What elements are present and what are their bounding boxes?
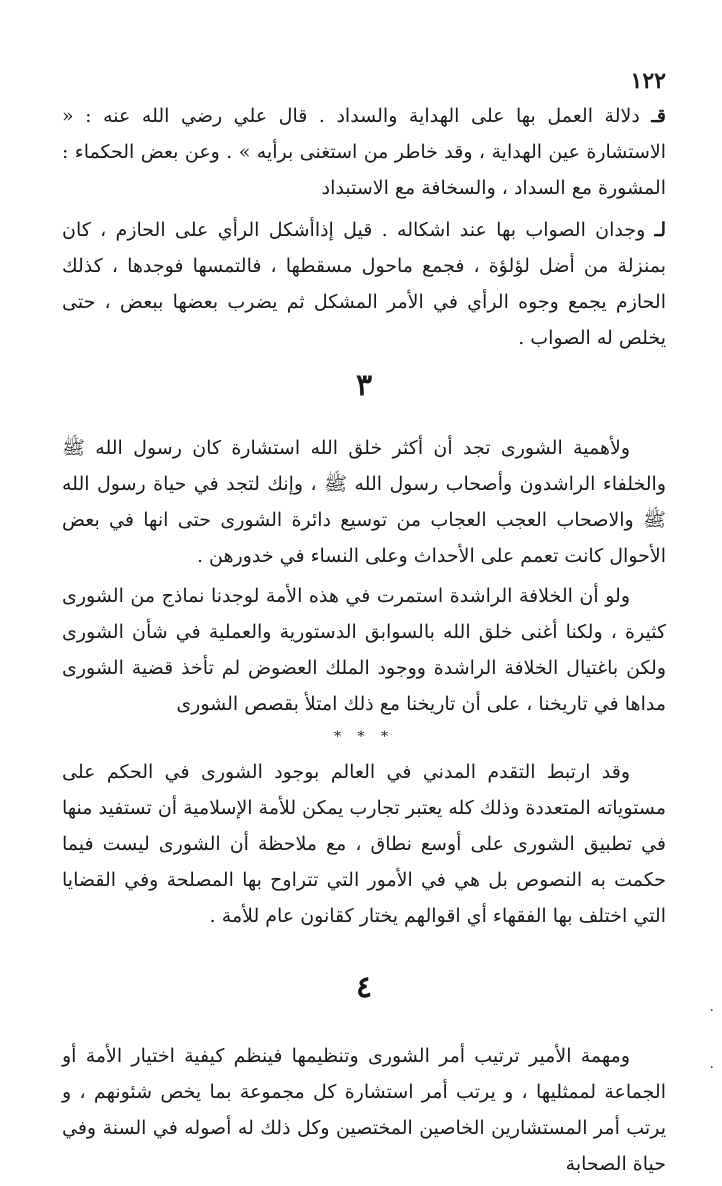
margin-mark-dot: · [709,1003,714,1019]
paragraph: ومهمة الأمير ترتيب أمر الشورى وتنظيمها فينظم كيفية اختيار الأمة أو الجماعة لممثليها ، و يرتب أمر استشارة كل مجموعة بما يخص شئونهم ، و يرتب أمر المستشارين الخاصين المختصين وكل ذلك له أصوله في السنة وفي حياة الصحابة [62,1045,666,1175]
entry-dash: ـ [651,105,657,127]
entry-text: وجدان الصواب بها عند اشكاله . قيل إذاأشكل الرأي على الحازم ، كان بمنزلة من أضل لؤلؤة ، فجمع ماحول مسقطها ، فالتمسها فوجدها ، كذلك الحازم يجمع وجوه الرأي في الأمر المشكل ثم يضرب بعضها ببعض ، حتى يخلص له الصواب . [62,219,666,349]
entry-lam [62,212,666,356]
page-number: ١٢٢ [630,68,666,94]
entry-qaf [62,98,666,206]
book-page [62,66,666,1186]
section-separator: * * * [334,729,394,745]
paragraph: ولو أن الخلافة الراشدة استمرت في هذه الأمة لوجدنا نماذج من الشورى كثيرة ، ولكنا أغنى خلق الله بالسوابق الدستورية والعملية في شأن الشورى ولكن باغتيال الخلافة الراشدة ووجود الملك العضوض لم تأخذ قضية الشورى مداها في تاريخنا ، على أن تاريخنا مع ذلك امتلأ بقصص الشورى [62,585,666,715]
entry-letter: ق [656,105,666,127]
entry-letter: ل [660,219,666,241]
paragraph: ولأهمية الشورى تجد أن أكثر خلق الله استشارة كان رسول الله ﷺ والخلفاء الراشدون وأصحاب رسول الله ﷺ ، وإنك لتجد في حياة رسول الله ﷺ والاصحاب العجب العجاب من توسيع دائرة الشورى حتى انها في بعض الأحوال كانت تعمم على الأحداث وعلى النساء في خدورهن . [62,437,666,567]
margin-mark-dot: · [709,1060,714,1076]
section-number-4: ٤ [355,970,373,1005]
entry-text: دلالة العمل بها على الهداية والسداد . قال علي رضي الله عنه : « الاستشارة عين الهداية ، وقد خاطر من استغنى برأيه » . وعن بعض الحكماء : المشورة مع السداد ، والسخافة مع الاستبداد [62,105,666,199]
entry-dash: ـ [654,219,661,241]
paragraph: وقد ارتبط التقدم المدني في العالم بوجود الشورى في الحكم على مستوياته المتعددة وذلك كله يعتبر تجارب يمكن للأمة الإسلامية أن تستفيد منها في تطبيق الشورى على أوسع نطاق ، مع ملاحظة أن الشورى ليست فيما حكمت به النصوص بل هي في الأمور التي تتراوح بها المصلحة وفي القضايا التي اختلف بها الفقهاء أي اقوالهم يختار كقانون عام للأمة . [62,761,666,927]
section-number-3: ٣ [355,368,373,403]
